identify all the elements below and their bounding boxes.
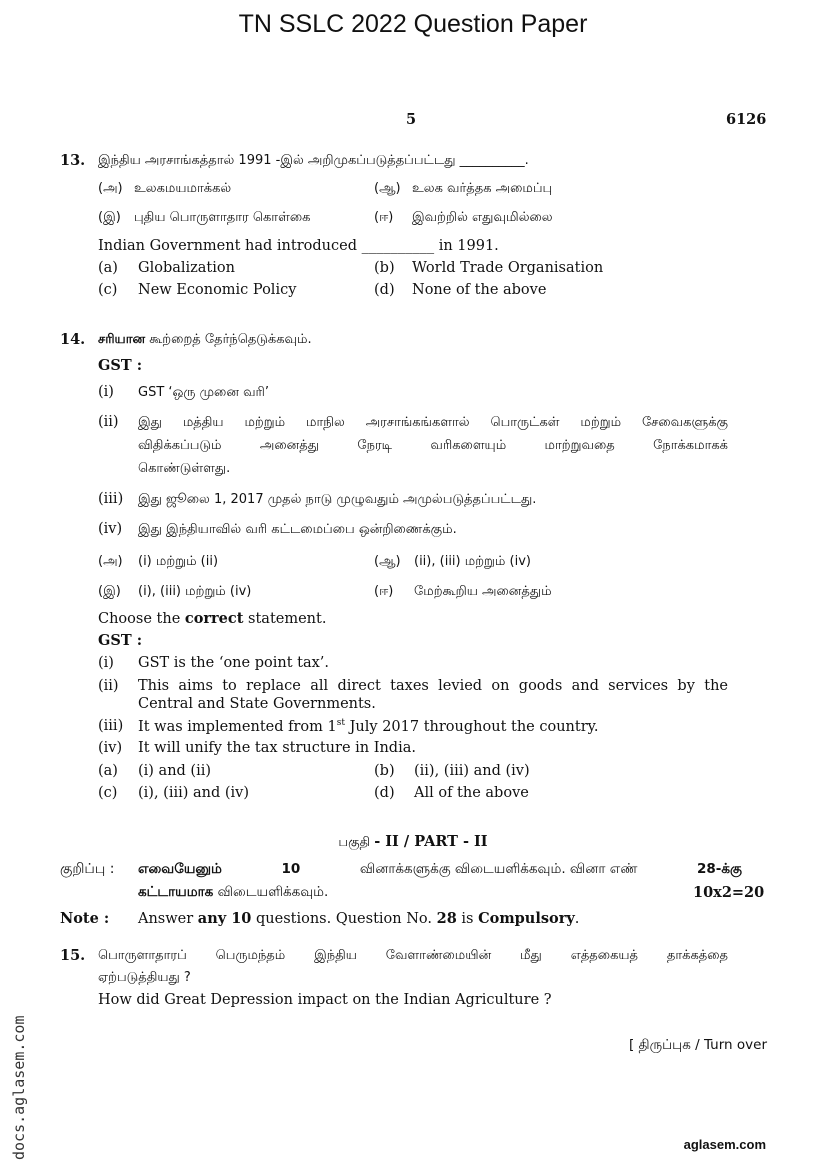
text-part: விடையளிக்கவும். (217, 884, 329, 900)
item-text: It will unify the tax structure in India. (138, 740, 416, 756)
item-text: இது மத்திய மற்றும் மாநில அரசாங்கங்களால் பொருட்கள் மற்றும் சேவைகளுக்கு (138, 415, 728, 430)
question-text-english: How did Great Depression impact on the Indian Agriculture ? (98, 992, 552, 1008)
item-label: (iv) (98, 521, 123, 537)
ordinal-suffix: st (336, 718, 345, 728)
option-text: (i), (iii) and (iv) (138, 785, 250, 801)
item-label: (i) (98, 655, 114, 671)
option-text: (i) and (ii) (138, 763, 212, 779)
text-part: It was implemented from 1 (138, 718, 337, 735)
page-number: 5 (406, 111, 417, 128)
item-text: கொண்டுள்ளது. (138, 461, 231, 476)
watermark: docs.aglasem.com (10, 1015, 28, 1160)
question-text-tamil: இந்திய அரசாங்கத்தால் 1991 -இல் அறிமுகப்படுத்தப்பட்டது __________. (98, 153, 529, 168)
option-label: (c) (98, 282, 118, 298)
text-part: Answer (138, 911, 194, 927)
part-heading-english: - II / PART - II (374, 833, 488, 850)
text-part: Compulsory (478, 910, 575, 927)
text-part: எவையேனும் (138, 861, 222, 877)
question-number: 15. (60, 947, 86, 964)
item-label: (ii) (98, 678, 119, 694)
option-label: (a) (98, 260, 118, 276)
item-text: This aims to replace all direct taxes levied on goods and services by the (138, 678, 728, 694)
text-part: 28 (436, 910, 457, 927)
text-part: . (574, 911, 580, 927)
option-label: (அ) (98, 181, 123, 196)
note-text-tamil (138, 861, 742, 879)
text-part: statement. (248, 611, 327, 627)
option-label: (d) (374, 282, 395, 298)
option-label: (இ) (98, 210, 121, 225)
text-part: கட்டாயமாக (138, 884, 214, 900)
option-text: உலகமயமாக்கல் (134, 181, 232, 196)
paper-code: 6126 (726, 111, 767, 128)
text-part: வினாக்களுக்கு விடையளிக்கவும். வினா எண் (359, 861, 638, 877)
marks: 10x2=20 (693, 884, 765, 901)
option-label: (d) (374, 785, 395, 801)
item-text: Central and State Governments. (138, 696, 376, 712)
question-text-tamil (98, 332, 312, 348)
option-label: (ஆ) (374, 181, 401, 196)
option-label: (அ) (98, 554, 123, 569)
text-part: is (461, 911, 474, 927)
text-part: 10 (281, 861, 301, 877)
option-label: (இ) (98, 584, 121, 599)
option-text: இவற்றில் எதுவுமில்லை (412, 210, 553, 225)
emphasis: correct (184, 610, 244, 627)
question-text-tamil: பொருளாதாரப் பெருமந்தம் இந்திய வேளாண்மையின் மீது எத்தகையத் தாக்கத்தை (98, 948, 728, 963)
option-text: New Economic Policy (138, 282, 297, 298)
text-part: any 10 (197, 910, 252, 927)
option-text: (ii), (iii) and (iv) (414, 763, 530, 779)
question-text-english (98, 610, 326, 627)
item-label: (i) (98, 384, 114, 400)
option-text: All of the above (414, 785, 529, 801)
option-label: (ஈ) (374, 584, 394, 599)
footer-brand: aglasem.com (683, 1137, 766, 1152)
question-text-rest: கூற்றைத் தேர்ந்தெடுக்கவும். (149, 332, 312, 347)
gst-heading: GST : (98, 357, 143, 374)
note-text-english (138, 910, 579, 927)
option-label: (ஈ) (374, 210, 394, 225)
note-text-tamil-2 (138, 884, 328, 902)
note-label-tamil: குறிப்பு : (60, 861, 115, 877)
question-number: 13. (60, 152, 86, 169)
option-label: (ஆ) (374, 554, 401, 569)
option-label: (c) (98, 785, 118, 801)
item-text (138, 718, 599, 735)
text-part: questions. Question No. (256, 911, 432, 927)
item-label: (iii) (98, 491, 124, 507)
turn-over-label: [ திருப்புக / Turn over (628, 1037, 767, 1053)
item-text: இது இந்தியாவில் வரி கட்டமைப்பை ஒன்றிணைக்கும். (138, 522, 457, 537)
emphasis: சரியான (98, 332, 146, 347)
option-text: None of the above (412, 282, 547, 298)
item-text: GST is the ‘one point tax’. (138, 655, 329, 671)
option-label: (a) (98, 763, 118, 779)
item-text: விதிக்கப்படும் அனைத்து நேரடி வரிகளையும் மாற்றுவதை நோக்கமாகக் (138, 438, 728, 453)
part-heading-tamil: பகுதி (338, 835, 371, 850)
gst-heading-english: GST : (98, 632, 143, 649)
option-text: (ii), (iii) மற்றும் (iv) (414, 554, 531, 569)
option-label: (b) (374, 260, 395, 276)
question-number: 14. (60, 331, 86, 348)
text-part: Choose the (98, 611, 181, 627)
item-label: (iv) (98, 740, 123, 756)
item-text: GST ‘ஒரு முனை வரி’ (138, 385, 270, 400)
item-label: (iii) (98, 718, 124, 734)
option-text: உலக வர்த்தக அமைப்பு (412, 181, 553, 196)
option-text: Globalization (138, 260, 235, 276)
option-text: (i) மற்றும் (ii) (138, 554, 219, 569)
option-text: மேற்கூறிய அனைத்தும் (414, 584, 552, 599)
note-label-english: Note : (60, 910, 110, 927)
text-part: July 2017 throughout the country. (345, 718, 599, 735)
part-heading (0, 833, 826, 851)
option-label: (b) (374, 763, 395, 779)
option-text: World Trade Organisation (412, 260, 604, 276)
item-label: (ii) (98, 414, 119, 430)
question-text-english: Indian Government had introduced __________ in 1991. (98, 238, 499, 254)
question-text-tamil-2: ஏற்படுத்தியது ? (98, 970, 191, 985)
document-title: TN SSLC 2022 Question Paper (238, 10, 588, 38)
option-text: புதிய பொருளாதார கொள்கை (134, 210, 311, 225)
option-text: (i), (iii) மற்றும் (iv) (138, 584, 252, 599)
text-part: 28-க்கு (697, 861, 742, 877)
item-text: இது ஜூலை 1, 2017 முதல் நாடு முழுவதும் அமுல்படுத்தப்பட்டது. (138, 492, 537, 507)
